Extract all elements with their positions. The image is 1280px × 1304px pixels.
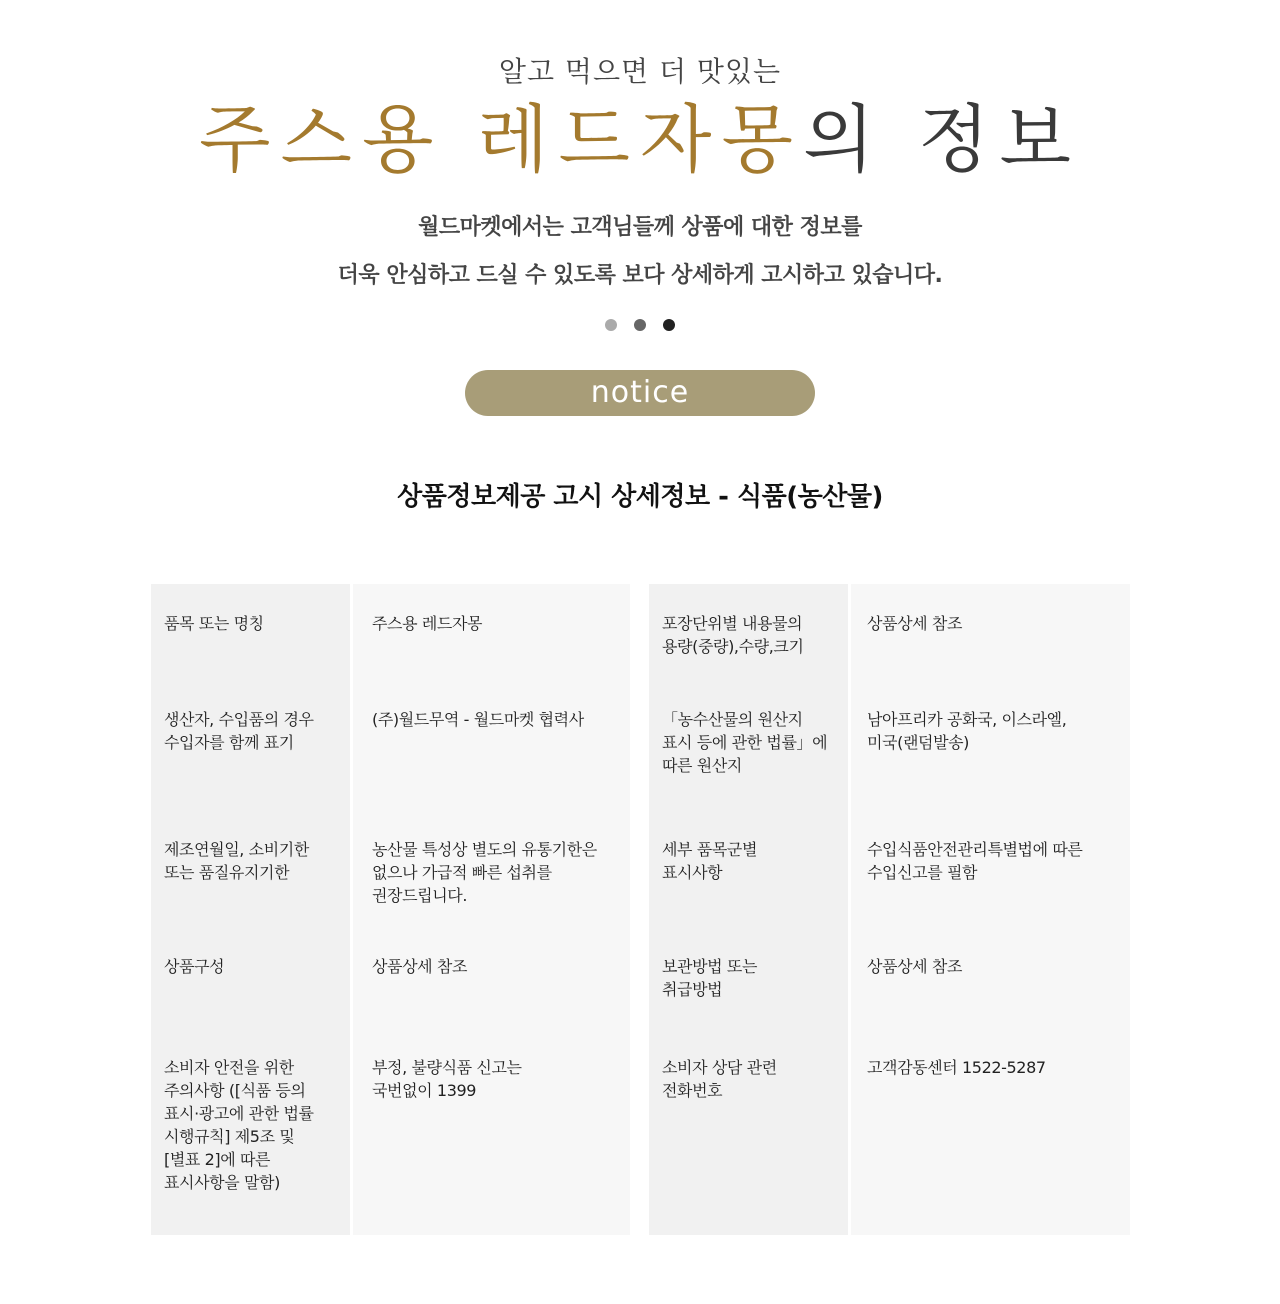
cell-text-line: 표시·광고에 관한 법률 xyxy=(164,1104,314,1123)
page-headline xyxy=(0,92,1280,188)
description-line-1: 월드마켓에서는 고객님들께 상품에 대한 정보를 xyxy=(418,215,862,240)
label-column-right xyxy=(649,584,848,1235)
cell-text-line: 상품상세 참조 xyxy=(867,957,963,976)
cell-text-line: 수입신고를 필함 xyxy=(867,863,978,882)
value-package-volume xyxy=(867,612,1125,635)
cell-text-line: 주의사항 ([식품 등의 xyxy=(164,1081,306,1100)
cell-text-line: 생산자, 수입품의 경우 xyxy=(164,710,314,729)
cell-text-line: 미국(랜덤발송) xyxy=(867,733,970,752)
headline-suffix: 의 정보 xyxy=(802,97,1081,183)
notice-badge: notice xyxy=(465,370,815,416)
carousel-dot-3[interactable] xyxy=(663,319,675,331)
value-expiry xyxy=(372,838,622,907)
cell-text-line: 수입식품안전관리특별법에 따른 xyxy=(867,840,1083,859)
cell-text-line: 농산물 특성상 별도의 유통기한은 xyxy=(372,840,597,859)
cell-text-line: 소비자 안전을 위한 xyxy=(164,1058,294,1077)
cell-text-line: 수입자를 함께 표기 xyxy=(164,733,294,752)
cell-text-line: 또는 품질유지기한 xyxy=(164,863,290,882)
cell-text-line: 「농수산물의 원산지 xyxy=(662,710,803,729)
cell-text-line: 고객감동센터 1522-5287 xyxy=(867,1058,1046,1077)
cell-text-line: 주스용 레드자몽 xyxy=(372,614,483,633)
cell-text-line: 없으나 가급적 빠른 섭취를 xyxy=(372,863,552,882)
cell-text-line: 국번없이 1399 xyxy=(372,1081,477,1100)
value-column-right xyxy=(851,584,1130,1235)
headline-product-name: 주스용 레드자몽 xyxy=(199,97,803,183)
label-origin xyxy=(662,708,842,777)
cell-text-line: 소비자 상담 관련 xyxy=(662,1058,777,1077)
label-composition xyxy=(164,955,344,978)
cell-text-line: (주)월드무역 - 월드마켓 협력사 xyxy=(372,710,584,729)
cell-text-line: 표시사항을 말함) xyxy=(164,1173,280,1192)
label-item-name xyxy=(164,612,344,635)
carousel-dot-1[interactable] xyxy=(605,319,617,331)
value-column-left xyxy=(353,584,630,1235)
cell-text-line: 전화번호 xyxy=(662,1081,723,1100)
label-producer xyxy=(164,708,344,754)
cell-text-line: 남아프리카 공화국, 이스라엘, xyxy=(867,710,1067,729)
value-safety-notes xyxy=(372,1056,622,1102)
label-consumer-phone xyxy=(662,1056,842,1102)
cell-text-line: 제조연월일, 소비기한 xyxy=(164,840,309,859)
page-subtitle: 알고 먹으면 더 맛있는 xyxy=(498,55,782,88)
value-origin xyxy=(867,708,1125,754)
cell-text-line: 시행규칙] 제5조 및 xyxy=(164,1127,295,1146)
carousel-pagination xyxy=(0,319,1280,331)
section-title: 상품정보제공 고시 상세정보 - 식품(농산물) xyxy=(397,482,883,512)
cell-text-line: 포장단위별 내용물의 xyxy=(662,614,803,633)
cell-text-line: [별표 2]에 따른 xyxy=(164,1150,271,1169)
value-storage xyxy=(867,955,1125,978)
label-safety-notes xyxy=(164,1056,344,1194)
cell-text-line: 상품상세 참조 xyxy=(372,957,468,976)
value-consumer-phone xyxy=(867,1056,1125,1079)
label-expiry xyxy=(164,838,344,884)
cell-text-line: 상품구성 xyxy=(164,957,225,976)
value-item-name xyxy=(372,612,622,635)
value-detail-items xyxy=(867,838,1125,884)
label-package-volume xyxy=(662,612,842,658)
cell-text-line: 부정, 불량식품 신고는 xyxy=(372,1058,522,1077)
cell-text-line: 권장드립니다. xyxy=(372,886,468,905)
cell-text-line: 보관방법 또는 xyxy=(662,957,758,976)
description-line-2: 더욱 안심하고 드실 수 있도록 보다 상세하게 고시하고 있습니다. xyxy=(337,263,943,288)
cell-text-line: 표시사항 xyxy=(662,863,723,882)
label-storage xyxy=(662,955,842,1001)
product-info-table xyxy=(151,584,1130,1235)
cell-text-line: 취급방법 xyxy=(662,980,723,999)
cell-text-line: 표시 등에 관한 법률」에 xyxy=(662,733,828,752)
value-composition xyxy=(372,955,622,978)
cell-text-line: 세부 품목군별 xyxy=(662,840,758,859)
cell-text-line: 상품상세 참조 xyxy=(867,614,963,633)
label-column-left xyxy=(151,584,350,1235)
cell-text-line: 따른 원산지 xyxy=(662,756,742,775)
cell-text-line: 품목 또는 명칭 xyxy=(164,614,264,633)
value-producer xyxy=(372,708,622,731)
cell-text-line: 용량(중량),수량,크기 xyxy=(662,637,804,656)
carousel-dot-2[interactable] xyxy=(634,319,646,331)
label-detail-items xyxy=(662,838,842,884)
